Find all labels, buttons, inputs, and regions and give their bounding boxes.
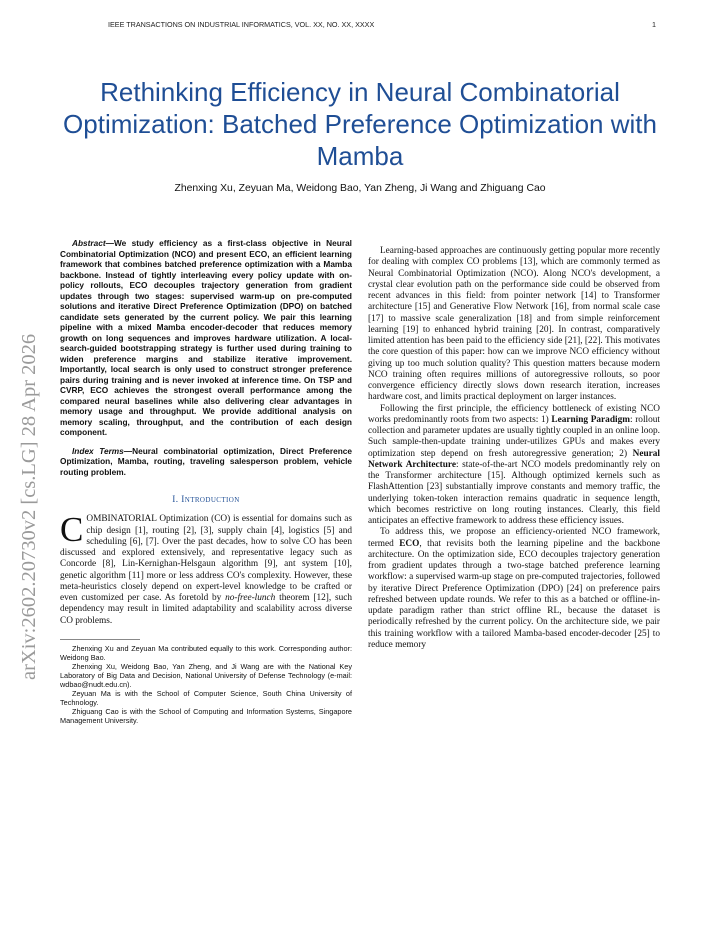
- page-number: 1: [652, 20, 656, 29]
- left-column: [60, 238, 352, 725]
- footnote: Zhiguang Cao is with the School of Computing and Information Systems, Singapore Management University.: [60, 706, 352, 725]
- footnote-rule: [60, 639, 140, 640]
- paragraph: Learning-based approaches are continuously getting popular more recently for dealing with complex CO problems [13], which are commonly termed as Neural Combinatorial Optimization (NCO). Along NCO's development, a crystal clear evolution path on the performance side could be observed from recent advances in this field: from pointer network [14] to Transformer architecture [15] and Generative Flow Network [16], from normal scale case [17] to massive scale generalization [18] and from simple reinforcement learning [19] to enhanced hybrid training [20]. In contrast, comparatively limited attention has been paid to the efficiency side [21], [22]. This motivates the core question of this paper: how can we improve NCO efficiency without giving up too much solution quality? This question matters because modern NCO training often requires millions of autoregressive rollouts, so poor convergence efficiency directly slows down research iteration, increases hardware cost, and limits practical deployment on larger instances.: [368, 246, 660, 403]
- footnotes: [60, 644, 352, 725]
- footnote: Zhenxing Xu, Weidong Bao, Yan Zheng, and Ji Wang are with the National Key Laboratory of Big Data and Decision, National University of Defense Technology (e-mail: wdbao@nudt.edu.cn).: [60, 661, 352, 689]
- journal-name: IEEE TRANSACTIONS ON INDUSTRIAL INFORMATICS, VOL. XX, NO. XX, XXXX: [108, 20, 375, 29]
- abstract: [60, 238, 352, 438]
- abstract-text: We study efficiency as a first-class objective in Neural Combinatorial Optimization (NCO) and present ECO, an efficient learning framework that combines batched preference optimization with a Mamba backbone. Instead of tightly interleaving every policy update with on-policy rollouts, ECO decouples trajectory generation from gradient updates through two stages: supervised warm-up on pre-computed solutions and iterative Direct Preference Optimization (DPO) on batched candidate sets generated by the current policy. We pair this learning pipeline with a mixed Mamba encoder-decoder that reduces memory growth on long sequences and improves hardware utilization. A local-search-guided bootstrapping strategy is further used during training to widen preference margins and stabilize iterative improvement. Importantly, local search is only used to construct stronger preference pairs during training and is never invoked at inference time. On TSP and CVRP, ECO achieves the strongest overall performance among the compared neural baselines while also delivering clear advantages in memory usage and throughput. We provide additional analysis on memory scaling, throughput, and the contribution of each design component.: [60, 238, 352, 437]
- index-terms-label: Index Terms—: [72, 445, 133, 456]
- right-column: [368, 246, 660, 651]
- paragraph: To address this, we propose an efficiency-oriented NCO framework, termed ECO, that revisits both the learning pipeline and the backbone architecture. On the optimization side, ECO decouples trajectory generation from gradient updates through a two-stage batched preference learning workflow: a supervised warm-up stage on pre-computed trajectories, followed by iterative Direct Preference Optimization (DPO) [24] on preference pairs refreshed between update rounds. We refer to this as a batched or offline-in-update paradigm rather than strict offline RL, because the dataset is periodically refreshed by the current policy. On the architecture side, we pair this training workflow with a tailored Mamba-based encoder-decoder [25] to reduce memory: [368, 527, 660, 650]
- index-terms-text: Neural combinatorial optimization, Direct Preference Optimization, Mamba, routing, traveling salesperson problem, vehicle routing problem.: [60, 445, 352, 477]
- footnote: Zhenxing Xu and Zeyuan Ma contributed equally to this work. Corresponding author: Weidong Bao.: [60, 643, 352, 662]
- arxiv-stamp: arXiv:2602.20730v2 [cs.LG] 28 Apr 2026: [18, 333, 40, 680]
- running-header: [108, 20, 656, 32]
- intro-paragraph: COMBINATORIAL Optimization (CO) is essential for domains such as chip design [1], routing [2], [3], supply chain [4], logistics [5] and scheduling [6], [7]. Over the past decades, how to solve CO has been discussed and explored extensively, and representative legacy such as Concorde [8], Lin-Kernighan-Helsgaun algorithm [9], ant system [10], genetic algorithm [11] more or less address CO's complexity. However, these meta-heuristics closely depend on expert-level knowledge to be crafted or even customized per case. As foretold by no-free-lunch theorem [12], such dependency may result in limited adaptability and scalability across diverse CO problems.: [60, 510, 352, 626]
- footnote: Zeyuan Ma is with the School of Computer Science, South China University of Technology.: [60, 688, 352, 707]
- abstract-label: Abstract—: [72, 238, 114, 248]
- dropcap: C: [60, 510, 84, 550]
- section-heading-introduction: I. Introduction: [172, 495, 240, 505]
- index-terms: [60, 446, 352, 478]
- author-list: Zhenxing Xu, Zeyuan Ma, Weidong Bao, Yan Zheng, Ji Wang and Zhiguang Cao: [174, 183, 546, 194]
- paragraph: Following the first principle, the efficiency bottleneck of existing NCO works predominantly roots from two aspects: 1) Learning Paradigm: rollout collection and parameter updates are usually tightly coupled in an online loop. Such sample-then-update training under-utilizes GPUs and makes every optimization step depend on fresh autoregressive generation; 2) Neural Network Architecture: state-of-the-art NCO models predominantly rely on the Transformer architecture [15]. Although optimized kernels such as FlashAttention [23] substantially improve constants and memory traffic, the underlying token-token interaction remains quadratic in sequence length, which becomes restrictive on long routing instances. Clearly, this field anticipates an effective framework to address these efficiency issues.: [368, 403, 661, 526]
- paper-title: Rethinking Efficiency in Neural Combinatorial Optimization: Batched Preference Optimization with Mamba: [63, 77, 657, 171]
